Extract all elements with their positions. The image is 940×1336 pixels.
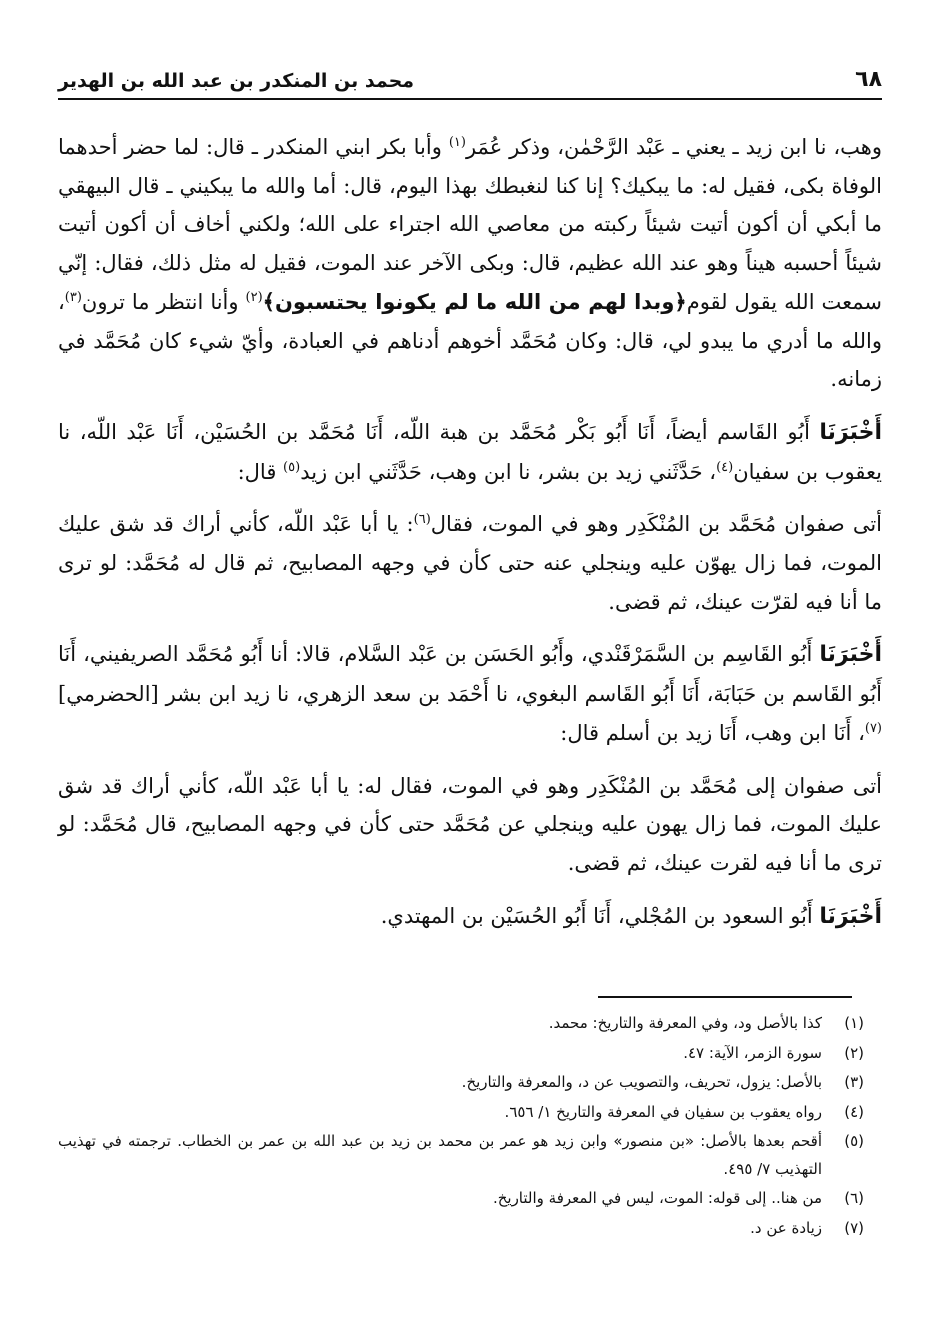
- text-run: وهب، نا ابن زيد ـ يعني ـ عَبْد الرَّحْمٰن، وذكر عُمَر: [465, 135, 882, 159]
- footnote-ref: (٤): [716, 459, 734, 475]
- text-run: أَبُو القَاسم أيضاً، أَنَا أَبُو بَكْر مُحَمَّد بن هبة اللّه، أَنَا مُحَمَّد بن الحُسَيْن، أَنَا عَبْد اللّه، نا يعقوب بن سفيان: [58, 419, 882, 484]
- text-run: أتى صفوان مُحَمَّد بن المُنْكَدِر وهو في الموت، فقال: [430, 512, 882, 537]
- text-run: ، والله ما أدري ما يبدو لي، قال: وكان مُحَمَّد أخوهم أدناهم في العبادة، وأيّ شيء كان مُحَمَّد في زمانه.: [58, 289, 882, 392]
- text-run: : يا أبا عَبْد اللّه، كأني أراك قد شق عليك الموت، فما زال يهوّن عليه وينجلي عنه حتى كأن في وجهه المصابيح، ثم قال له مُحَمَّد: لو ترى ما أنا فيه لقرّت عينك، ثم قضى.: [58, 512, 882, 614]
- isnad-keyword: أَخْبَرَنَا: [819, 419, 882, 445]
- footnote-text: سورة الزمر، الآية: ٤٧.: [683, 1043, 822, 1062]
- quran-verse: ﴿وبدا لهم من الله ما لم يكونوا يحتسبون﴾: [262, 289, 687, 314]
- text-run: أَبُو السعود بن المُجْلي، أَنَا أَبُو الحُسَيْن بن المهتدي.: [380, 903, 820, 928]
- paragraph-3: [58, 505, 882, 621]
- page-number: ٦٨: [855, 67, 882, 92]
- footnote-number: (٦): [844, 1189, 864, 1207]
- footnote-number: (١): [844, 1014, 864, 1032]
- footnote-text: زيادة عن د.: [750, 1218, 822, 1237]
- footnote-text: بالأصل: يزول، تحريف، والتصويب عن د، والمعرفة والتاريخ.: [461, 1073, 822, 1091]
- footnote-text: من هنا.. إلى قوله: الموت، ليس في المعرفة والتاريخ.: [492, 1189, 822, 1207]
- text-run: أَبُو القَاسِم بن السَّمَرْقَنْدي، وأَبُو الحَسَن بن عَبْد السَّلام، قالا: أنا أَبُو مُحَمَّد الصريفيني، أَنَا أَبُو القَاسم بن حَبَابَة، أَنَا أَبُو القَاسم البغوي، نا أَحْمَد بن سعد الزهري، نا زيد ابن بشر [الحضرمي]: [58, 642, 882, 707]
- footnote-number: (٣): [844, 1073, 864, 1091]
- footnote-ref: (٢): [245, 289, 263, 305]
- running-title: محمد بن المنكدر بن عبد الله بن الهدير: [58, 70, 415, 92]
- running-header: [58, 60, 882, 92]
- footnotes: [58, 1010, 864, 1244]
- paragraph-6: [58, 897, 882, 937]
- footnote-text: كذا بالأصل ود، وفي المعرفة والتاريخ: محمد.: [548, 1014, 822, 1032]
- paragraph-2: [58, 413, 882, 491]
- text-run: ، أَنَا ابن وهب، أَنَا زيد بن أسلم قال:: [560, 720, 865, 745]
- footnote-number: (٤): [844, 1102, 864, 1121]
- paragraph-4: [58, 635, 882, 752]
- footnote-ref: (٥): [283, 459, 301, 475]
- footnote: [58, 1040, 864, 1068]
- header-rule: [58, 98, 882, 100]
- footnote-text: رواه يعقوب بن سفيان في المعرفة والتاريخ ١/ ٦٥٦.: [504, 1102, 822, 1121]
- footnote-number: (٥): [844, 1132, 864, 1150]
- footnote-number: (٧): [844, 1218, 864, 1237]
- footnote: [58, 1185, 864, 1213]
- footnote: [58, 1069, 864, 1097]
- isnad-keyword: أَخْبَرَنَا: [819, 903, 882, 929]
- footnote-ref: (٣): [64, 289, 82, 305]
- footnote-number: (٢): [844, 1043, 864, 1062]
- footnote-ref: (٦): [413, 512, 431, 528]
- footnote-ref: (١): [448, 135, 466, 150]
- paragraph-1: [58, 128, 882, 399]
- text-run: ، حَدَّثَني زيد بن بشر، نا ابن وهب، حَدَّثَني ابن زيد: [300, 459, 717, 484]
- text-run: قال:: [237, 459, 284, 484]
- footnote: [58, 1099, 864, 1127]
- footnote-text: أقحم بعدها بالأصل: «بن منصور» وابن زيد هو عمر بن محمد بن زيد بن عبد الله بن عمر بن الخطاب. ترجمته في تهذيب التهذيب ٧/ ٤٩٥.: [58, 1132, 822, 1178]
- footnote: [58, 1215, 864, 1243]
- footnote: [58, 1010, 864, 1038]
- text-run: وأبا بكر ابني المنكدر ـ قال: لما حضر أحدهما الوفاة بكى، فقيل له: ما يبكيك؟ إنا كنا لنغبطك بهذا اليوم، قال: أما والله ما يبكيني ـ قال البيهقي ما أبكي أن أكون أتيت شيئاً ركبته من معاصي الله اجتراء على الله؛ ولكني أخاف أن أكون أتيت شيئاً أحسبه هيناً وهو عند الله عظيم، قال: وبكى الآخر عند الموت، فقيل له مثل ذلك، فقال: إنّي سمعت الله يقول لقوم: [58, 135, 882, 314]
- paragraph-5: أتى صفوان إلى مُحَمَّد بن المُنْكَدِر وهو في الموت، فقال له: يا أبا عَبْد اللّه، كأني أراك قد شق عليك الموت، فما زال يهون عليه وينجلي عن مُحَمَّد حتى كأن في وجهه المصابيح، قال مُحَمَّد: لو ترى ما أنا فيه لقرت عينك، ثم قضى.: [58, 773, 882, 875]
- footnote-rule: [598, 996, 852, 998]
- main-text: [58, 128, 882, 950]
- text-run: وأنا انتظر ما ترون: [81, 289, 246, 314]
- footnote: [58, 1128, 864, 1183]
- isnad-keyword: أَخْبَرَنَا: [819, 642, 882, 668]
- footnote-ref: (٧): [864, 720, 882, 736]
